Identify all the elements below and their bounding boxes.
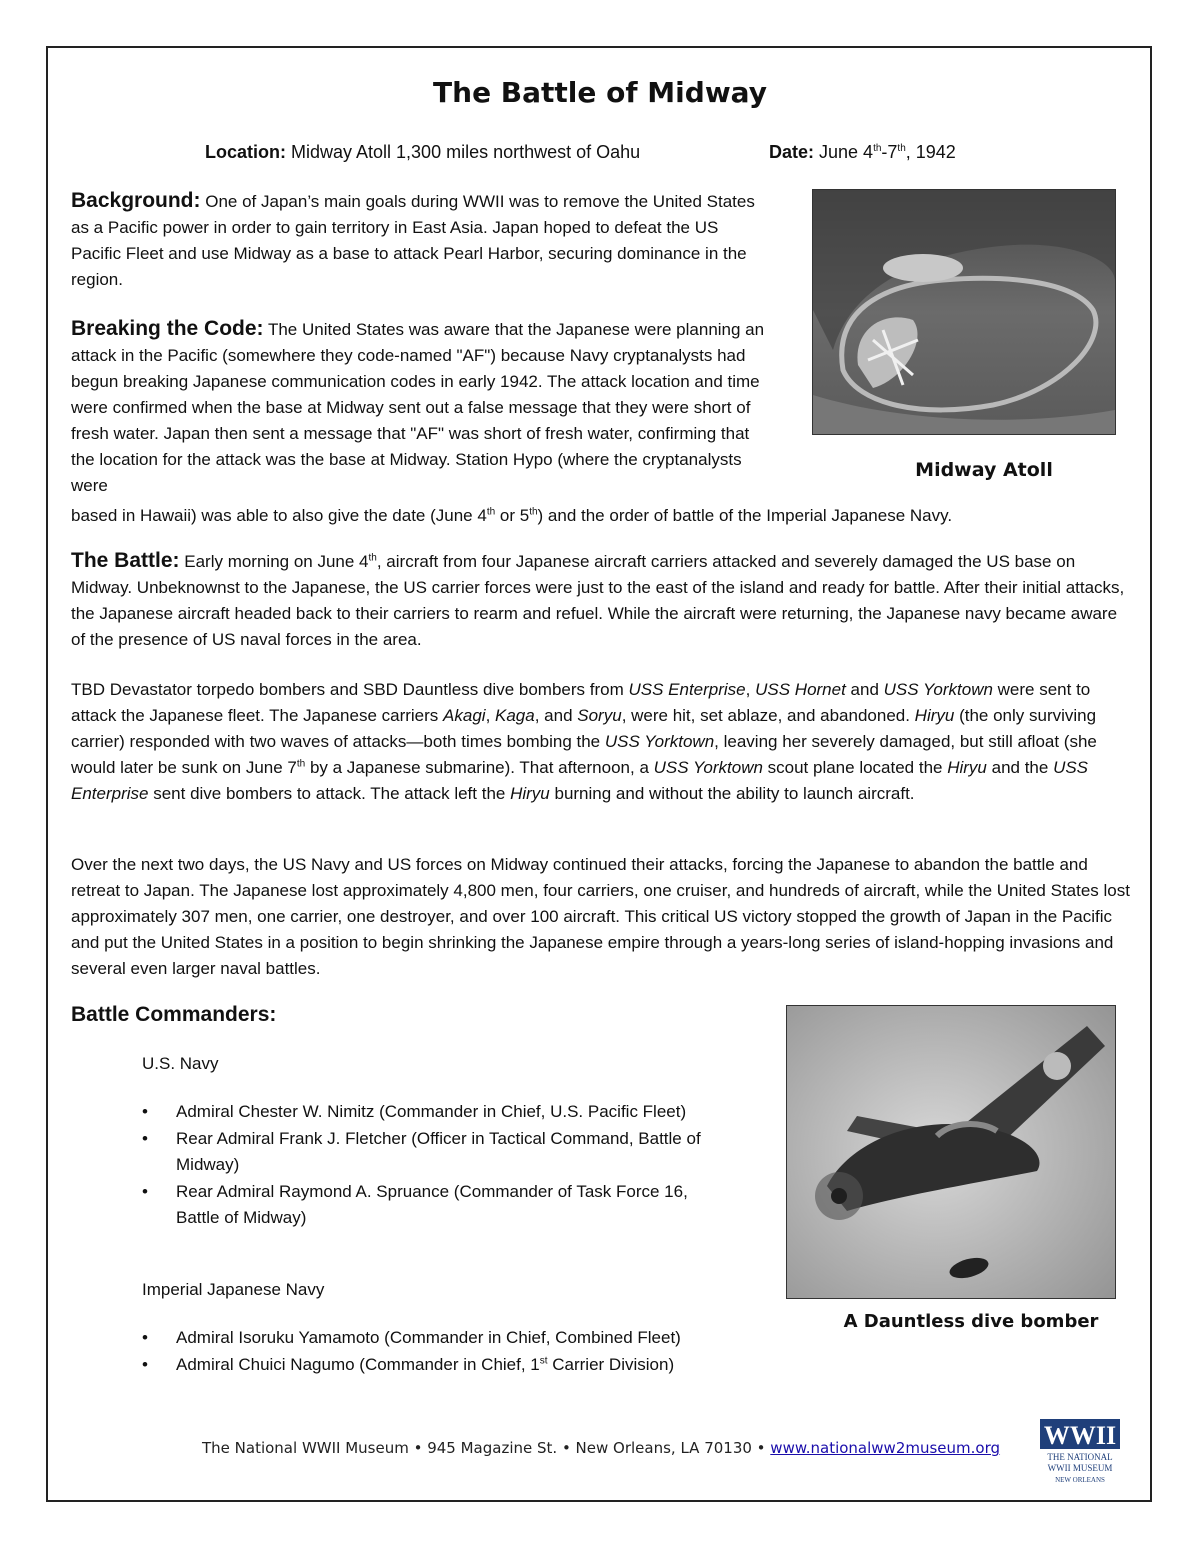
- background-section: [71, 188, 771, 293]
- atoll-caption: Midway Atoll: [915, 459, 1053, 481]
- breaking-code-heading: Breaking the Code:: [71, 317, 264, 340]
- atoll-image: [813, 190, 1115, 434]
- svg-text:WWII MUSEUM: WWII MUSEUM: [1047, 1463, 1113, 1473]
- list-item: • Admiral Chuici Nagumo (Commander in Chief, 1st Carrier Division): [142, 1352, 842, 1378]
- museum-logo-image: [1038, 1417, 1122, 1487]
- japanese-navy-label: Imperial Japanese Navy: [142, 1280, 325, 1299]
- list-item: • Admiral Chester W. Nimitz (Commander in Chief, U.S. Pacific Fleet): [142, 1099, 732, 1125]
- page-title: The Battle of Midway: [433, 76, 767, 109]
- background-heading: Background:: [71, 189, 201, 212]
- battle-section: The Battle: Early morning on June 4th, aircraft from four Japanese aircraft carriers attacked and severely damaged the US base on Midway. Unbeknownst to the Japanese, the US carrier forces were just to the east of the island and ready for battle. After their initial attacks, the Japanese aircraft headed back to their carriers to rearm and refuel. While the aircraft were returning, the Japanese navy became aware of the presence of US naval forces in the area.: [71, 549, 1125, 649]
- us-navy-label: U.S. Navy: [142, 1054, 219, 1073]
- background-text: One of Japan’s main goals during WWII was to remove the United States as a Pacific power in order to gain territory in East Asia. Japan hoped to defeat the US Pacific Fleet and use Midway as a base to attack Pearl Harbor, securing dominance in the region.: [71, 192, 755, 289]
- date-line: Date: June 4th-7th, 1942: [769, 142, 956, 162]
- svg-text:THE NATIONAL: THE NATIONAL: [1047, 1452, 1113, 1462]
- location-text: Midway Atoll 1,300 miles northwest of Oahu: [286, 142, 641, 162]
- breaking-code-section: [71, 316, 775, 499]
- list-item: • Admiral Isoruku Yamamoto (Commander in Chief, Combined Fleet): [142, 1325, 842, 1351]
- us-commanders-list: [142, 1099, 732, 1232]
- footer: [202, 1439, 1000, 1457]
- japanese-commanders-list: [142, 1325, 842, 1379]
- svg-text:NEW ORLEANS: NEW ORLEANS: [1055, 1476, 1105, 1484]
- location-label: Location:: [205, 142, 286, 162]
- midway-atoll-photo: [812, 189, 1116, 435]
- footer-address: The National WWII Museum • 945 Magazine St. • New Orleans, LA 70130 •: [202, 1439, 771, 1457]
- commanders-heading: Battle Commanders:: [71, 1003, 277, 1026]
- location-line: [205, 142, 640, 163]
- list-item: • Rear Admiral Frank J. Fletcher (Officer in Tactical Command, Battle of Midway): [142, 1126, 732, 1178]
- dive-bomber-photo: [786, 1005, 1116, 1299]
- list-item: • Rear Admiral Raymond A. Spruance (Commander of Task Force 16, Battle of Midway): [142, 1179, 732, 1231]
- breaking-code-text: The United States was aware that the Japanese were planning an attack in the Pacific (somewhere they code-named "AF") because Navy cryptanalysts had begun breaking Japanese communication codes in early 1942. The attack location and time were confirmed when the base at Midway sent out a false message that they were short of fresh water. Japan then sent a message that "AF" was short of fresh water, confirming that the location for the attack was the base at Midway. Station Hypo (where the cryptanalysts were: [71, 320, 765, 495]
- svg-text:WWII: WWII: [1043, 1421, 1117, 1450]
- museum-website-link[interactable]: www.nationalww2museum.org: [770, 1439, 1001, 1457]
- battle-heading: The Battle:: [71, 549, 180, 572]
- bomber-image: [787, 1006, 1115, 1298]
- date-label: Date:: [769, 142, 815, 162]
- museum-logo: [1038, 1417, 1122, 1487]
- bomber-caption: A Dauntless dive bomber: [843, 1311, 1099, 1332]
- breaking-code-last-line: based in Hawaii) was able to also give the date (June 4th or 5th) and the order of battle of the Imperial Japanese Navy.: [71, 506, 953, 525]
- aftermath-paragraph: Over the next two days, the US Navy and US forces on Midway continued their attacks, forcing the Japanese to abandon the battle and retreat to Japan. The Japanese lost approximately 4,800 men, four carriers, one cruiser, and hundreds of aircraft, while the United States lost approximately 307 men, one carrier, one destroyer, and over 100 aircraft. This critical US victory stopped the growth of Japan in the Pacific and put the United States in a position to begin shrinking the Japanese empire through a years-long series of island-hopping invasions and several even larger naval battles.: [71, 855, 1130, 978]
- attack-paragraph: TBD Devastator torpedo bombers and SBD Dauntless dive bombers from USS Enterprise, USS Hornet and USS Yorktown were sent to attack the Japanese fleet. The Japanese carriers Akagi, Kaga, and Soryu, were hit, set ablaze, and abandoned. Hiryu (the only surviving carrier) responded with two waves of attacks—both times bombing the USS Yorktown, leaving her severely damaged, but still afloat (she would later be sunk on June 7th by a Japanese submarine). That afternoon, a USS Yorktown scout plane located the Hiryu and the USS Enterprise sent dive bombers to attack. The attack left the Hiryu burning and without the ability to launch aircraft.: [71, 680, 1097, 803]
